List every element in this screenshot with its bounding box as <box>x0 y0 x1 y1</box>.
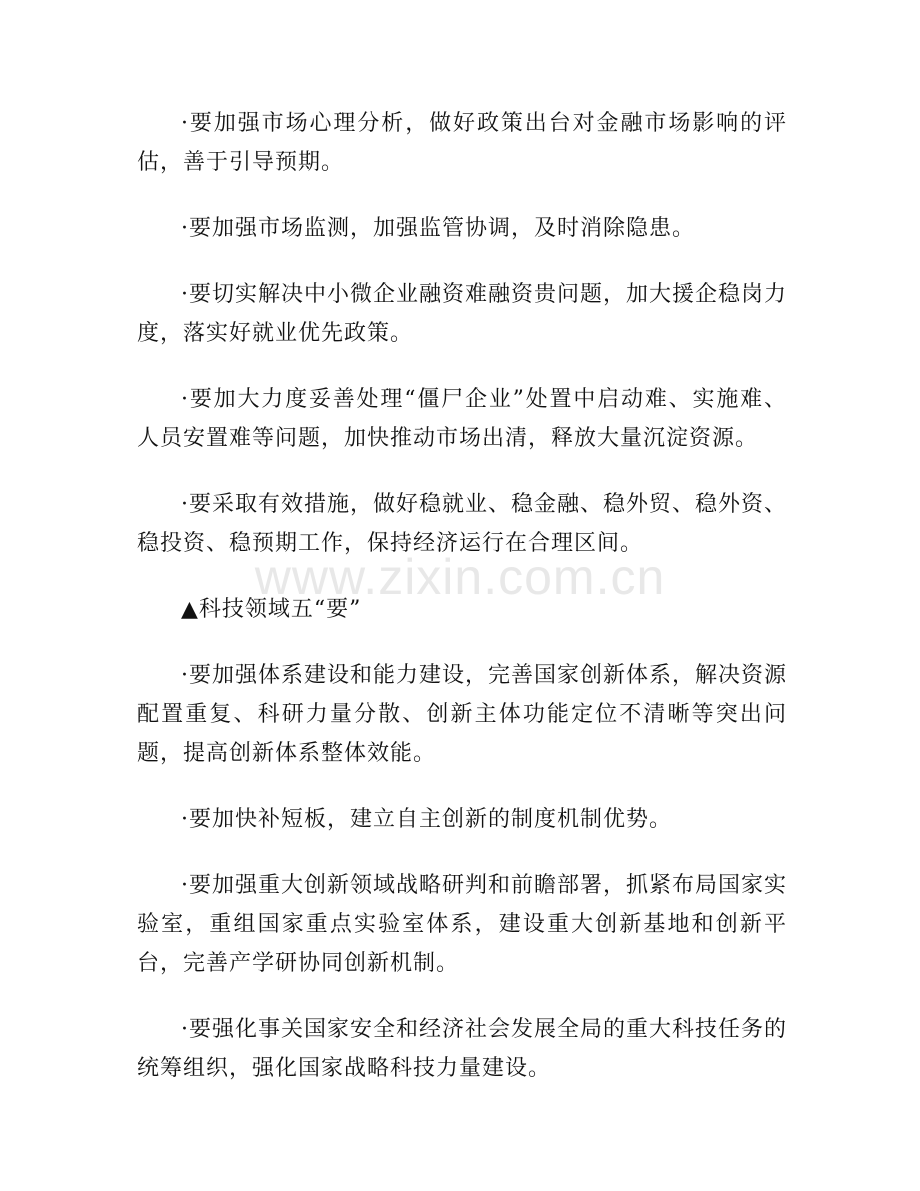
paragraph-finance-5: ·要采取有效措施，做好稳就业、稳金融、稳外贸、稳外资、稳投资、稳预期工作，保持经济运行在合理区间。 <box>137 492 787 556</box>
paragraph-tech-2: ·要加快补短板，建立自主创新的制度机制优势。 <box>181 807 672 832</box>
paragraph-tech-1: ·要加强体系建设和能力建设，完善国家创新体系，解决资源配置重复、科研力量分散、创新主体功能定位不清晰等突出问题，提高创新体系整体效能。 <box>137 663 787 766</box>
watermark: www.zixin.com.cn <box>254 549 666 605</box>
paragraph-tech-3: ·要加强重大创新领域战略研判和前瞻部署，抓紧布局国家实验室，重组国家重点实验室体系，建设重大创新基地和创新平台，完善产学研协同创新机制。 <box>137 873 787 976</box>
paragraph-finance-4: ·要加大力度妥善处理“僵尸企业”处置中启动难、实施难、人员安置难等问题，加快推动市场出清，释放大量沉淀资源。 <box>137 387 787 451</box>
paragraph-finance-2: ·要加强市场监测，加强监管协调，及时消除隐患。 <box>181 216 695 241</box>
paragraph-finance-3: ·要切实解决中小微企业融资难融资贵问题，加大援企稳岗力度，落实好就业优先政策。 <box>137 282 787 346</box>
document-body <box>137 104 787 1115</box>
paragraph-finance-1: ·要加强市场心理分析，做好政策出台对金融市场影响的评估，善于引导预期。 <box>137 111 787 175</box>
paragraph-tech-4: ·要强化事关国家安全和经济社会发展全局的重大科技任务的统筹组织，强化国家战略科技力量建设。 <box>137 1017 787 1081</box>
section-heading-tech: ▲科技领域五“要” <box>181 597 362 622</box>
